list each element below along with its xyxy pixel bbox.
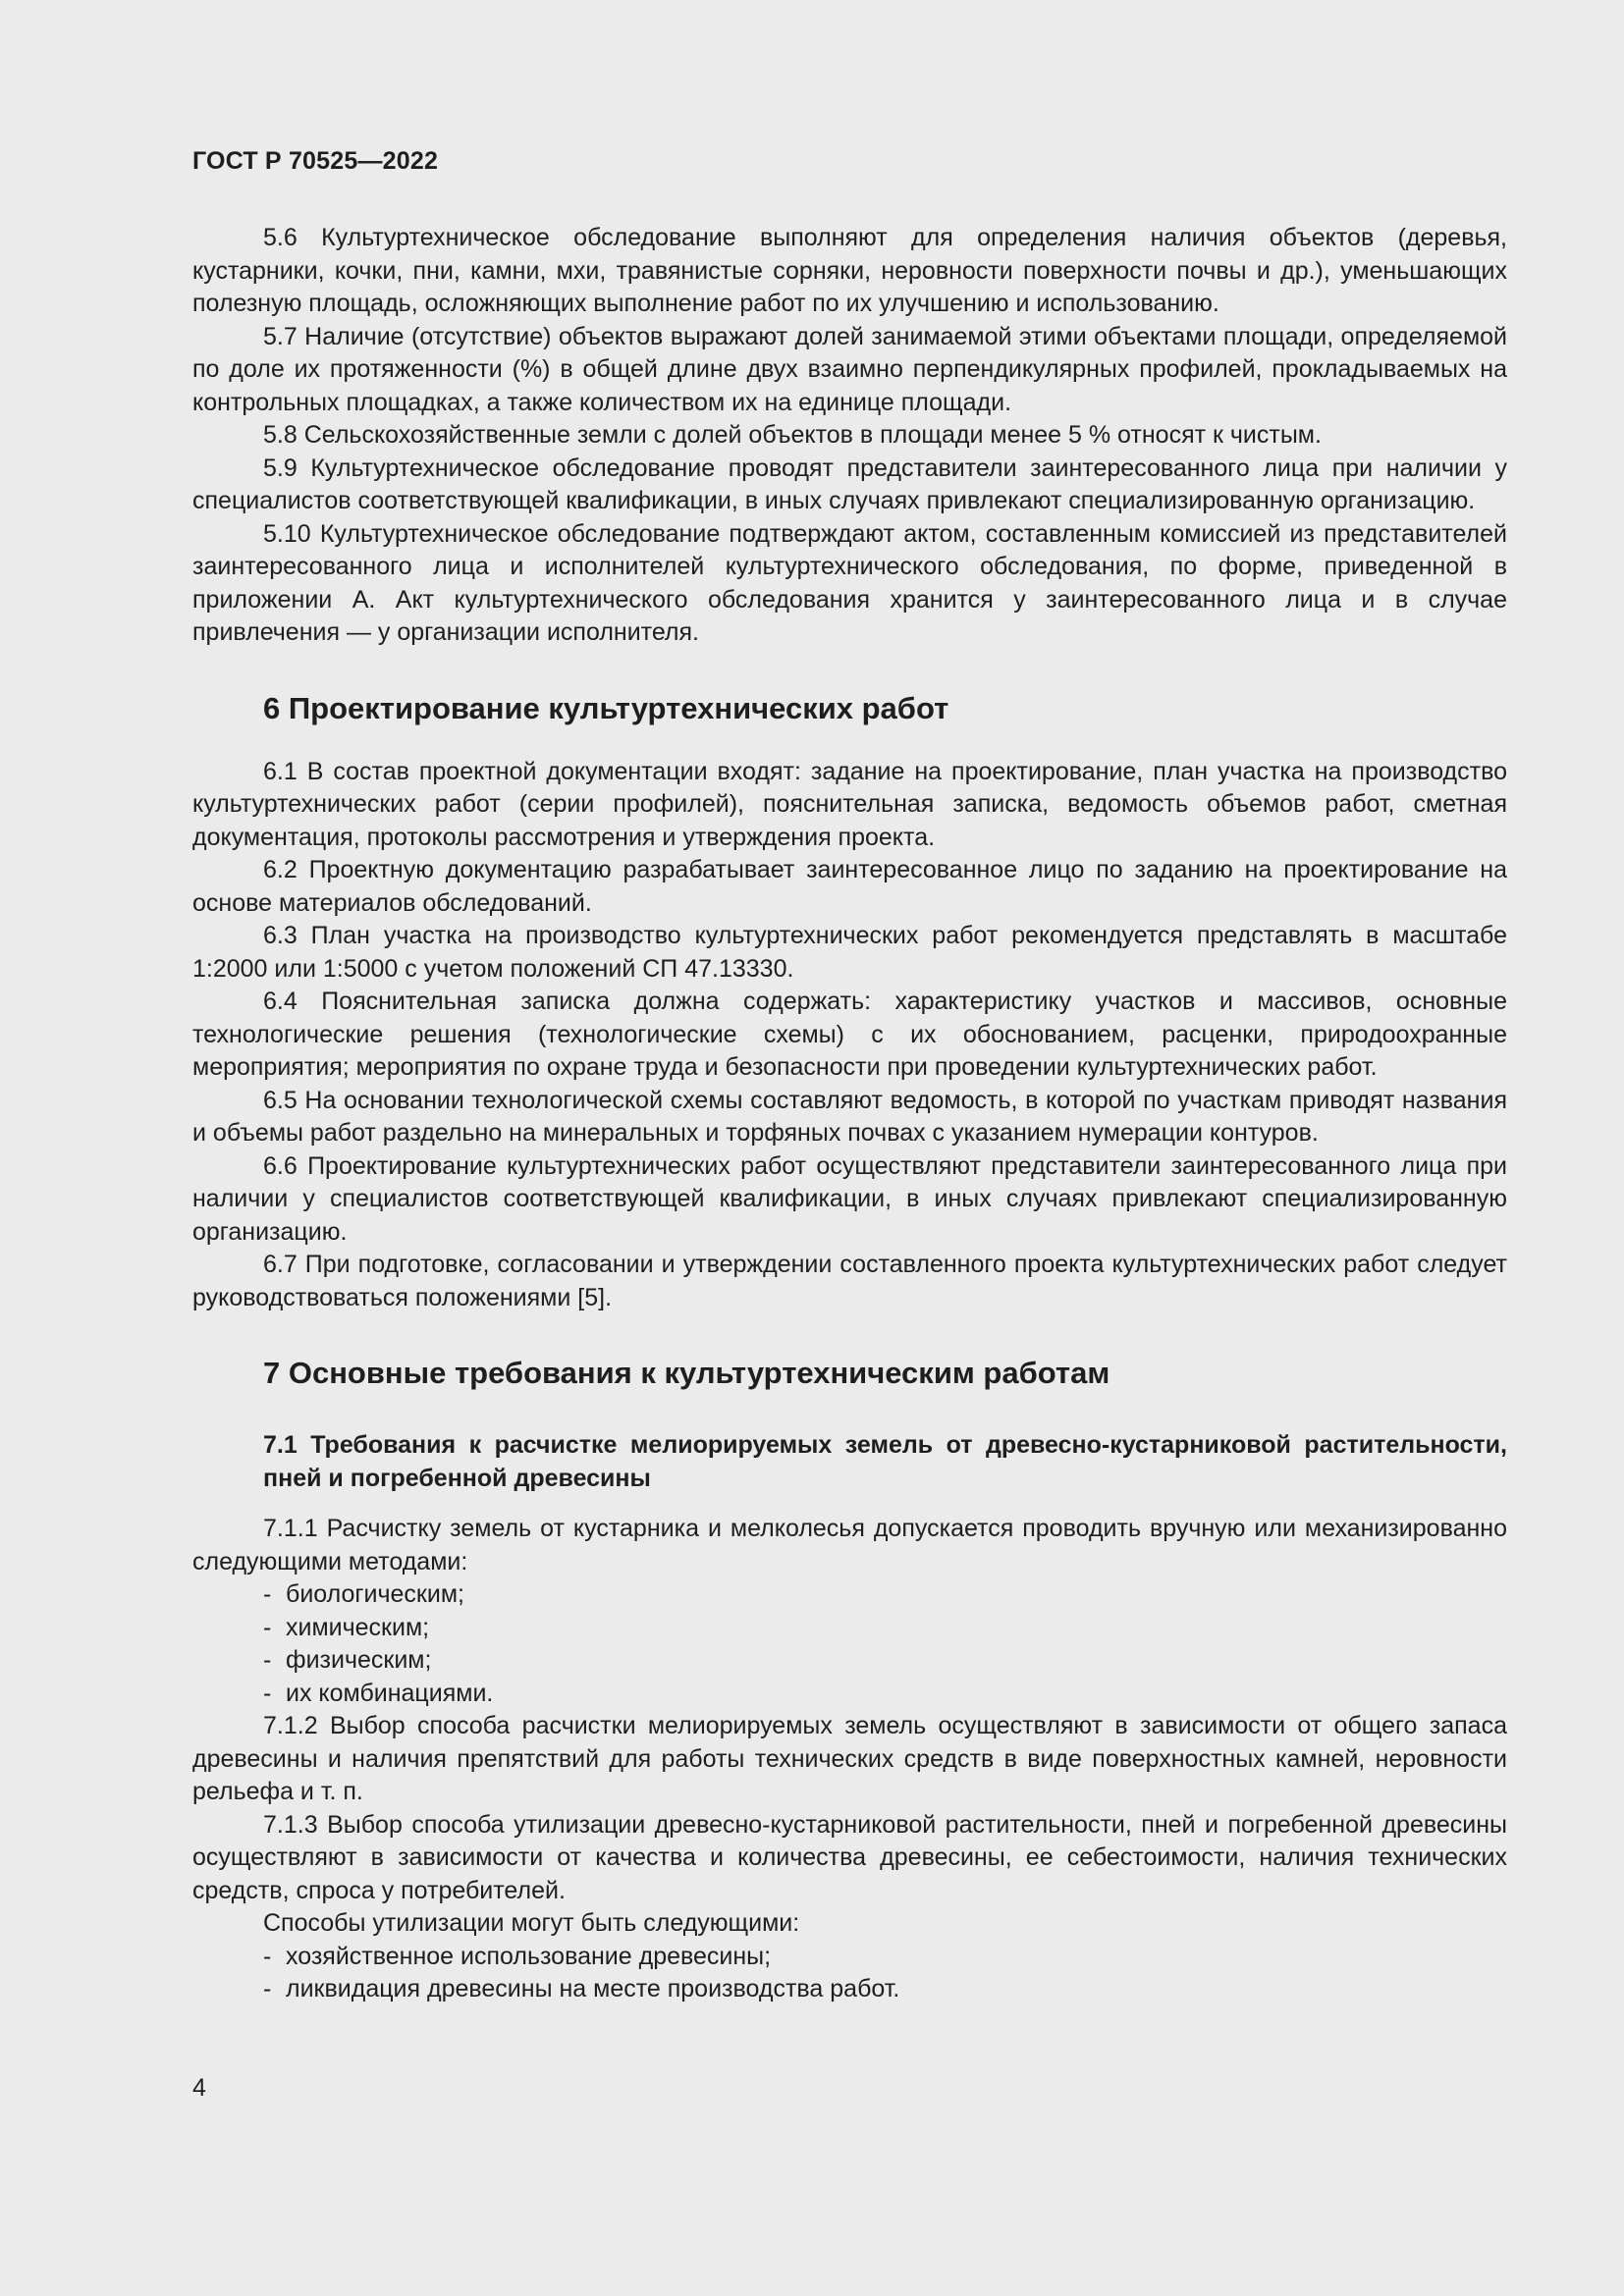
paragraph-5-6: 5.6 Культуртехническое обследование выполняют для определения наличия объектов (деревья, кустарники, кочки, пни, камни, мхи, травянистые сорняки, неровности поверхности почвы и др.), уменьшающих полезную площадь, осложняющих выполнение работ по их улучшению и использованию. — [192, 224, 1507, 317]
list-item — [192, 1578, 1507, 1612]
document-body — [192, 222, 1507, 2006]
list-item — [192, 1678, 1507, 1711]
section-6-title: 6 Проектирование культуртехнических работ — [263, 690, 949, 725]
paragraph-5-10: 5.10 Культуртехническое обследование подтверждают актом, составленным комиссией из представителей заинтересованного лица и исполнителей культуртехнического обследования, по форме, приведенной в приложении А. Акт культуртехнического обследования хранится у заинтересованного лица и в случае привлечения — у организации исполнителя. — [192, 519, 1507, 646]
list-item — [192, 1941, 1507, 1974]
section-7-title: 7 Основные требования к культуртехническим работам — [263, 1356, 1110, 1390]
document-header: ГОСТ Р 70525—2022 — [192, 147, 439, 175]
paragraph-6-1: 6.1 В состав проектной документации входят: задание на проектирование, план участка на производство культуртехнических работ (серии профилей), пояснительная записка, ведомость объемов работ, сметная документация, протоколы рассмотрения и утверждения проекта. — [192, 757, 1507, 851]
paragraph-7-1-3: 7.1.3 Выбор способа утилизации древесно-кустарниковой растительности, пней и погребенной древесины осуществляют в зависимости от качества и количества древесины, ее себестоимости, наличия технических средств, спроса у потребителей. — [192, 1810, 1507, 1904]
paragraph-7-1-1: 7.1.1 Расчистку земель от кустарника и мелколесья допускается проводить вручную или механизированно следующими методами: — [192, 1515, 1507, 1575]
paragraph-6-2: 6.2 Проектную документацию разрабатывает заинтересованное лицо по заданию на проектирование на основе материалов обследований. — [192, 856, 1507, 917]
paragraph-5-7: 5.7 Наличие (отсутствие) объектов выражают долей занимаемой этими объектами площади, определяемой по доле их протяженности (%) в общей длине двух взаимно перпендикулярных профилей, прокладываемых на контрольных площадках, а также количеством их на единице площади. — [192, 322, 1507, 416]
list-dash: - — [263, 1679, 272, 1707]
list-item-text: биологическим; — [286, 1580, 464, 1608]
paragraph-5-8: 5.8 Сельскохозяйственные земли с долей объектов в площади менее 5 % относят к чистым. — [263, 421, 1322, 449]
list-item-text: ликвидация древесины на месте производства работ. — [286, 1975, 900, 2002]
list-dash: - — [263, 1580, 272, 1608]
list-item-text: физическим; — [286, 1646, 432, 1674]
list-item — [192, 1973, 1507, 2006]
paragraph-7-1-2: 7.1.2 Выбор способа расчистки мелиорируемых земель осуществляют в зависимости от общего запаса древесины и наличия препятствий для работы технических средств в виде поверхностных камней, неровности рельефа и т. п. — [192, 1712, 1507, 1805]
list-dash: - — [263, 1975, 272, 2002]
list-dash: - — [263, 1613, 272, 1641]
list-item — [192, 1644, 1507, 1678]
page-number: 4 — [192, 2074, 206, 2102]
paragraph-6-3: 6.3 План участка на производство культуртехнических работ рекомендуется представлять в масштабе 1:2000 или 1:5000 с учетом положений СП 47.13330. — [192, 922, 1507, 983]
subsection-7-1-title: 7.1 Требования к расчистке мелиорируемых земель от древесно-кустарниковой растительности, пней и погребенной древесины — [263, 1431, 1507, 1492]
list-dash: - — [263, 1942, 272, 1970]
paragraph-6-6: 6.6 Проектирование культуртехнических работ осуществляют представители заинтересованного лица при наличии у специалистов соответствующей квалификации, в иных случаях привлекают специализированную организацию. — [192, 1151, 1507, 1246]
list-item-text: их комбинациями. — [286, 1679, 494, 1707]
list-item — [192, 1612, 1507, 1645]
list-item-text: хозяйственное использование древесины; — [286, 1942, 772, 1970]
paragraph-6-4: 6.4 Пояснительная записка должна содержать: характеристику участков и массивов, основные технологические решения (технологические схемы) с их обоснованием, расценки, природоохранные мероприятия; мероприятия по охране труда и безопасности при проведении культуртехнических работ. — [192, 988, 1507, 1081]
paragraph-6-7: 6.7 При подготовке, согласовании и утверждении составленного проекта культуртехнических работ следует руководствоваться положениями [5]. — [192, 1251, 1507, 1311]
paragraph-6-5: 6.5 На основании технологической схемы составляют ведомость, в которой по участкам приводят названия и объемы работ раздельно на минеральных и торфяных почвах с указанием нумерации контуров. — [192, 1086, 1507, 1147]
list-item-text: химическим; — [286, 1613, 430, 1641]
paragraph-utilization-intro: Способы утилизации могут быть следующими: — [263, 1909, 800, 1937]
paragraph-5-9: 5.9 Культуртехническое обследование проводят представители заинтересованного лица при наличии у специалистов соответствующей квалификации, в иных случаях привлекают специализированную организацию. — [192, 454, 1507, 514]
list-dash: - — [263, 1646, 272, 1674]
